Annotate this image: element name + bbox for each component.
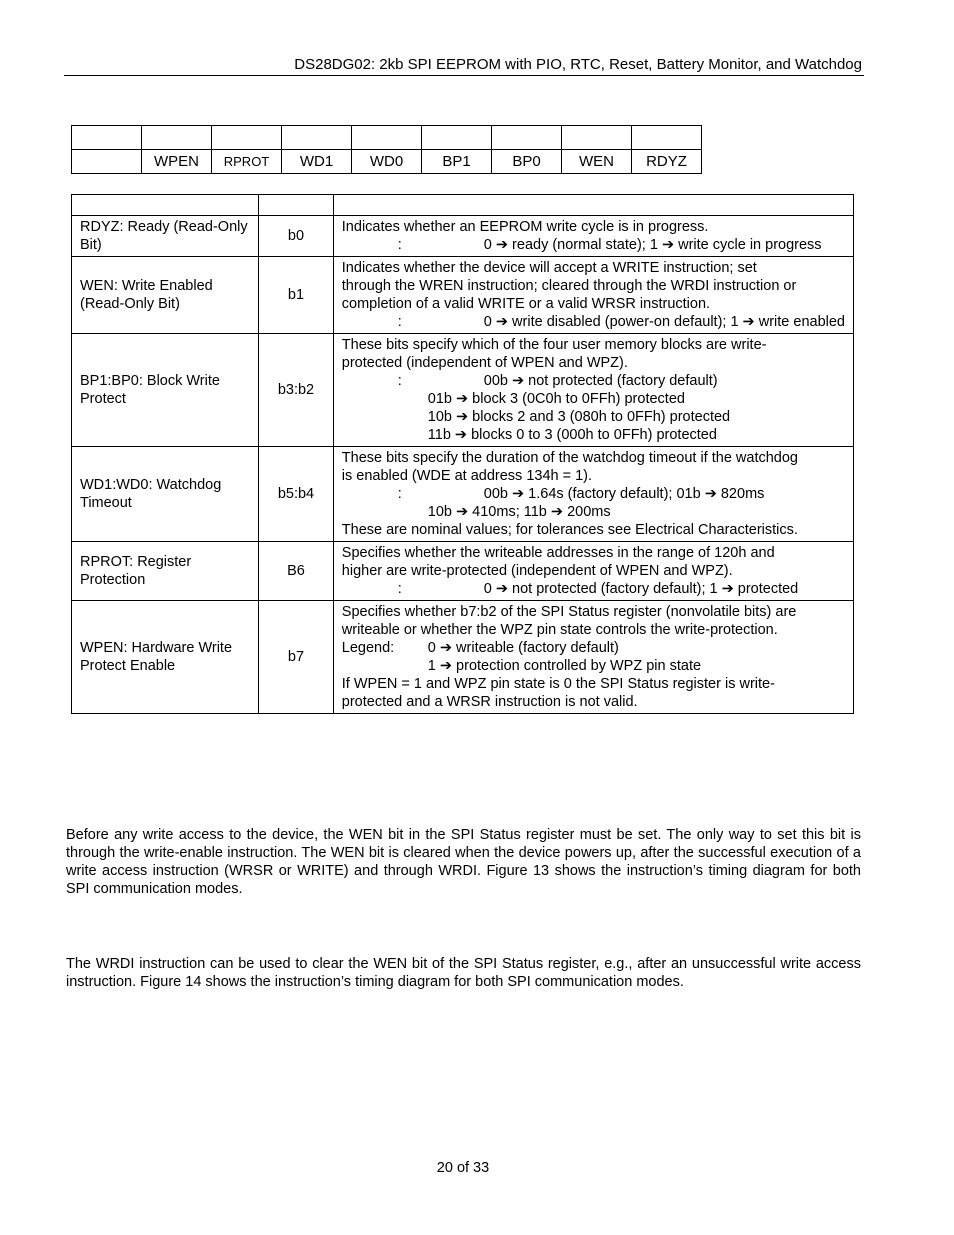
option-label: [342, 657, 428, 675]
option-value: 0 ➔ ready (normal state); 1 ➔ write cycle in progress: [483, 237, 822, 253]
option-label: [342, 426, 428, 444]
bit-cell: [562, 126, 632, 150]
option-value: 10b ➔ blocks 2 and 3 (080h to 0FFh) protected: [427, 409, 731, 425]
option-value: 01b ➔ block 3 (0C0h to 0FFh) protected: [427, 391, 685, 407]
bit-cell-rdyz: RDYZ: [632, 150, 702, 174]
bit-description-cell: [333, 601, 853, 714]
option-label: :: [397, 581, 402, 597]
description-line: writeable or whether the WPZ pin state controls the write-protection.: [341, 622, 778, 638]
option-value: 10b ➔ 410ms; 11b ➔ 200ms: [427, 504, 611, 520]
bit-name-cell: WEN: Write Enabled (Read-Only Bit): [72, 257, 259, 334]
option-label: :: [397, 486, 402, 502]
bit-cell: [72, 150, 142, 174]
bit-position-cell: b7: [259, 601, 334, 714]
bit-cell-wpen: WPEN: [142, 150, 212, 174]
bit-description-table: [71, 194, 854, 714]
header-cell: [259, 195, 334, 216]
option-label: Legend:: [341, 640, 395, 656]
wren-paragraph: Before any write access to the device, the WEN bit in the SPI Status register must be set. The only way to set this bit is through the write-enable instruction. The WEN bit is cleared when the device powers up, after the successful execution of a write access instruction (WRSR or WRITE) and through WRDI. Figure 13 shows the instruction’s timing diagram for both SPI communication modes.: [66, 827, 861, 897]
bit-position-cell: b5:b4: [259, 447, 334, 542]
description-line: Specifies whether b7:b2 of the SPI Status register (nonvolatile bits) are: [341, 604, 797, 620]
bit-name-cell: WD1:WD0: Watchdog Timeout: [72, 447, 259, 542]
option-label: [342, 390, 428, 408]
page-number: 20 of 33: [436, 1160, 490, 1176]
desc-table-row: [72, 334, 854, 447]
desc-table-row: [72, 601, 854, 714]
description-line: Specifies whether the writeable addresses in the range of 120h and: [341, 545, 775, 561]
option-line: [342, 408, 845, 426]
option-label: :: [397, 314, 402, 330]
option-value: 00b ➔ 1.64s (factory default); 01b ➔ 820ms: [483, 486, 765, 502]
bit-name-cell: BP1:BP0: Block Write Protect: [72, 334, 259, 447]
bit-cell: [422, 126, 492, 150]
description-line: is enabled (WDE at address 134h = 1).: [341, 468, 593, 484]
desc-table-header: [72, 195, 854, 216]
option-label: [342, 503, 428, 521]
option-line: [342, 390, 845, 408]
bit-cell-bp0: BP0: [492, 150, 562, 174]
option-line: [342, 580, 845, 598]
description-line: These bits specify the duration of the watchdog timeout if the watchdog: [341, 450, 798, 466]
option-line: [342, 426, 845, 444]
description-line: Indicates whether an EEPROM write cycle is in progress.: [341, 219, 709, 235]
option-line: [342, 503, 845, 521]
bit-description-cell: [333, 257, 853, 334]
bit-description-cell: [333, 334, 853, 447]
option-value: 00b ➔ not protected (factory default): [483, 373, 718, 389]
bit-cell: [632, 126, 702, 150]
bit-name-cell: WPEN: Hardware Write Protect Enable: [72, 601, 259, 714]
bit-cell: [72, 126, 142, 150]
option-label: :: [397, 237, 402, 253]
option-line: [342, 236, 845, 254]
option-line: [342, 372, 845, 390]
bit-cell-wd1: WD1: [282, 150, 352, 174]
option-value: 11b ➔ blocks 0 to 3 (000h to 0FFh) protected: [427, 427, 717, 443]
bit-cell-rprot: RPROT: [212, 150, 282, 174]
bit-cell-wd0: WD0: [352, 150, 422, 174]
option-label: :: [397, 373, 402, 389]
option-line: [342, 485, 845, 503]
header-cell: [72, 195, 259, 216]
desc-table-row: [72, 447, 854, 542]
header-rule: [64, 75, 864, 76]
option-line: [342, 657, 845, 675]
option-line: [342, 313, 845, 331]
description-line: through the WREN instruction; cleared through the WRDI instruction or: [341, 278, 797, 294]
description-line: These bits specify which of the four user memory blocks are write-: [341, 337, 767, 353]
bit-cell: [282, 126, 352, 150]
bit-description-cell: [333, 447, 853, 542]
bit-name-cell: RDYZ: Ready (Read-Only Bit): [72, 216, 259, 257]
bit-position-cell: b3:b2: [259, 334, 334, 447]
description-line: protected (independent of WPEN and WPZ).: [341, 355, 628, 371]
option-value: 0 ➔ writeable (factory default): [427, 640, 619, 656]
status-register-bit-table: [71, 125, 702, 174]
bit-cell-wen: WEN: [562, 150, 632, 174]
description-line: These are nominal values; for tolerances see Electrical Characteristics.: [341, 522, 798, 538]
description-line: If WPEN = 1 and WPZ pin state is 0 the SPI Status register is write-: [341, 676, 775, 692]
wrdi-paragraph: The WRDI instruction can be used to clear the WEN bit of the SPI Status register, e.g., after an unsuccessful write access instruction. Figure 14 shows the instruction’s timing diagram for both SPI communication modes.: [66, 956, 861, 990]
header-cell: [333, 195, 853, 216]
option-line: [342, 639, 845, 657]
bit-cell: [212, 126, 282, 150]
option-value: 0 ➔ not protected (factory default); 1 ➔ protected: [483, 581, 799, 597]
document-header: DS28DG02: 2kb SPI EEPROM with PIO, RTC, Reset, Battery Monitor, and Watchdog: [294, 56, 862, 73]
option-value: 1 ➔ protection controlled by WPZ pin state: [427, 658, 702, 674]
description-line: higher are write-protected (independent of WPEN and WPZ).: [341, 563, 733, 579]
description-line: Indicates whether the device will accept a WRITE instruction; set: [341, 260, 757, 276]
option-value: 0 ➔ write disabled (power-on default); 1 ➔ write enabled: [483, 314, 845, 330]
bit-table-row-1: [72, 126, 702, 150]
description-line: completion of a valid WRITE or a valid WRSR instruction.: [341, 296, 711, 312]
bit-name-cell: RPROT: Register Protection: [72, 542, 259, 601]
bit-position-cell: b0: [259, 216, 334, 257]
option-label: [342, 408, 428, 426]
desc-table-row: [72, 216, 854, 257]
bit-cell: [352, 126, 422, 150]
bit-cell: [142, 126, 212, 150]
desc-table-row: [72, 542, 854, 601]
bit-description-cell: [333, 542, 853, 601]
bit-cell-bp1: BP1: [422, 150, 492, 174]
bit-position-cell: B6: [259, 542, 334, 601]
bit-description-cell: [333, 216, 853, 257]
bit-table-row-2: [72, 150, 702, 174]
desc-table-row: [72, 257, 854, 334]
bit-position-cell: b1: [259, 257, 334, 334]
description-line: protected and a WRSR instruction is not valid.: [341, 694, 638, 710]
bit-cell: [492, 126, 562, 150]
